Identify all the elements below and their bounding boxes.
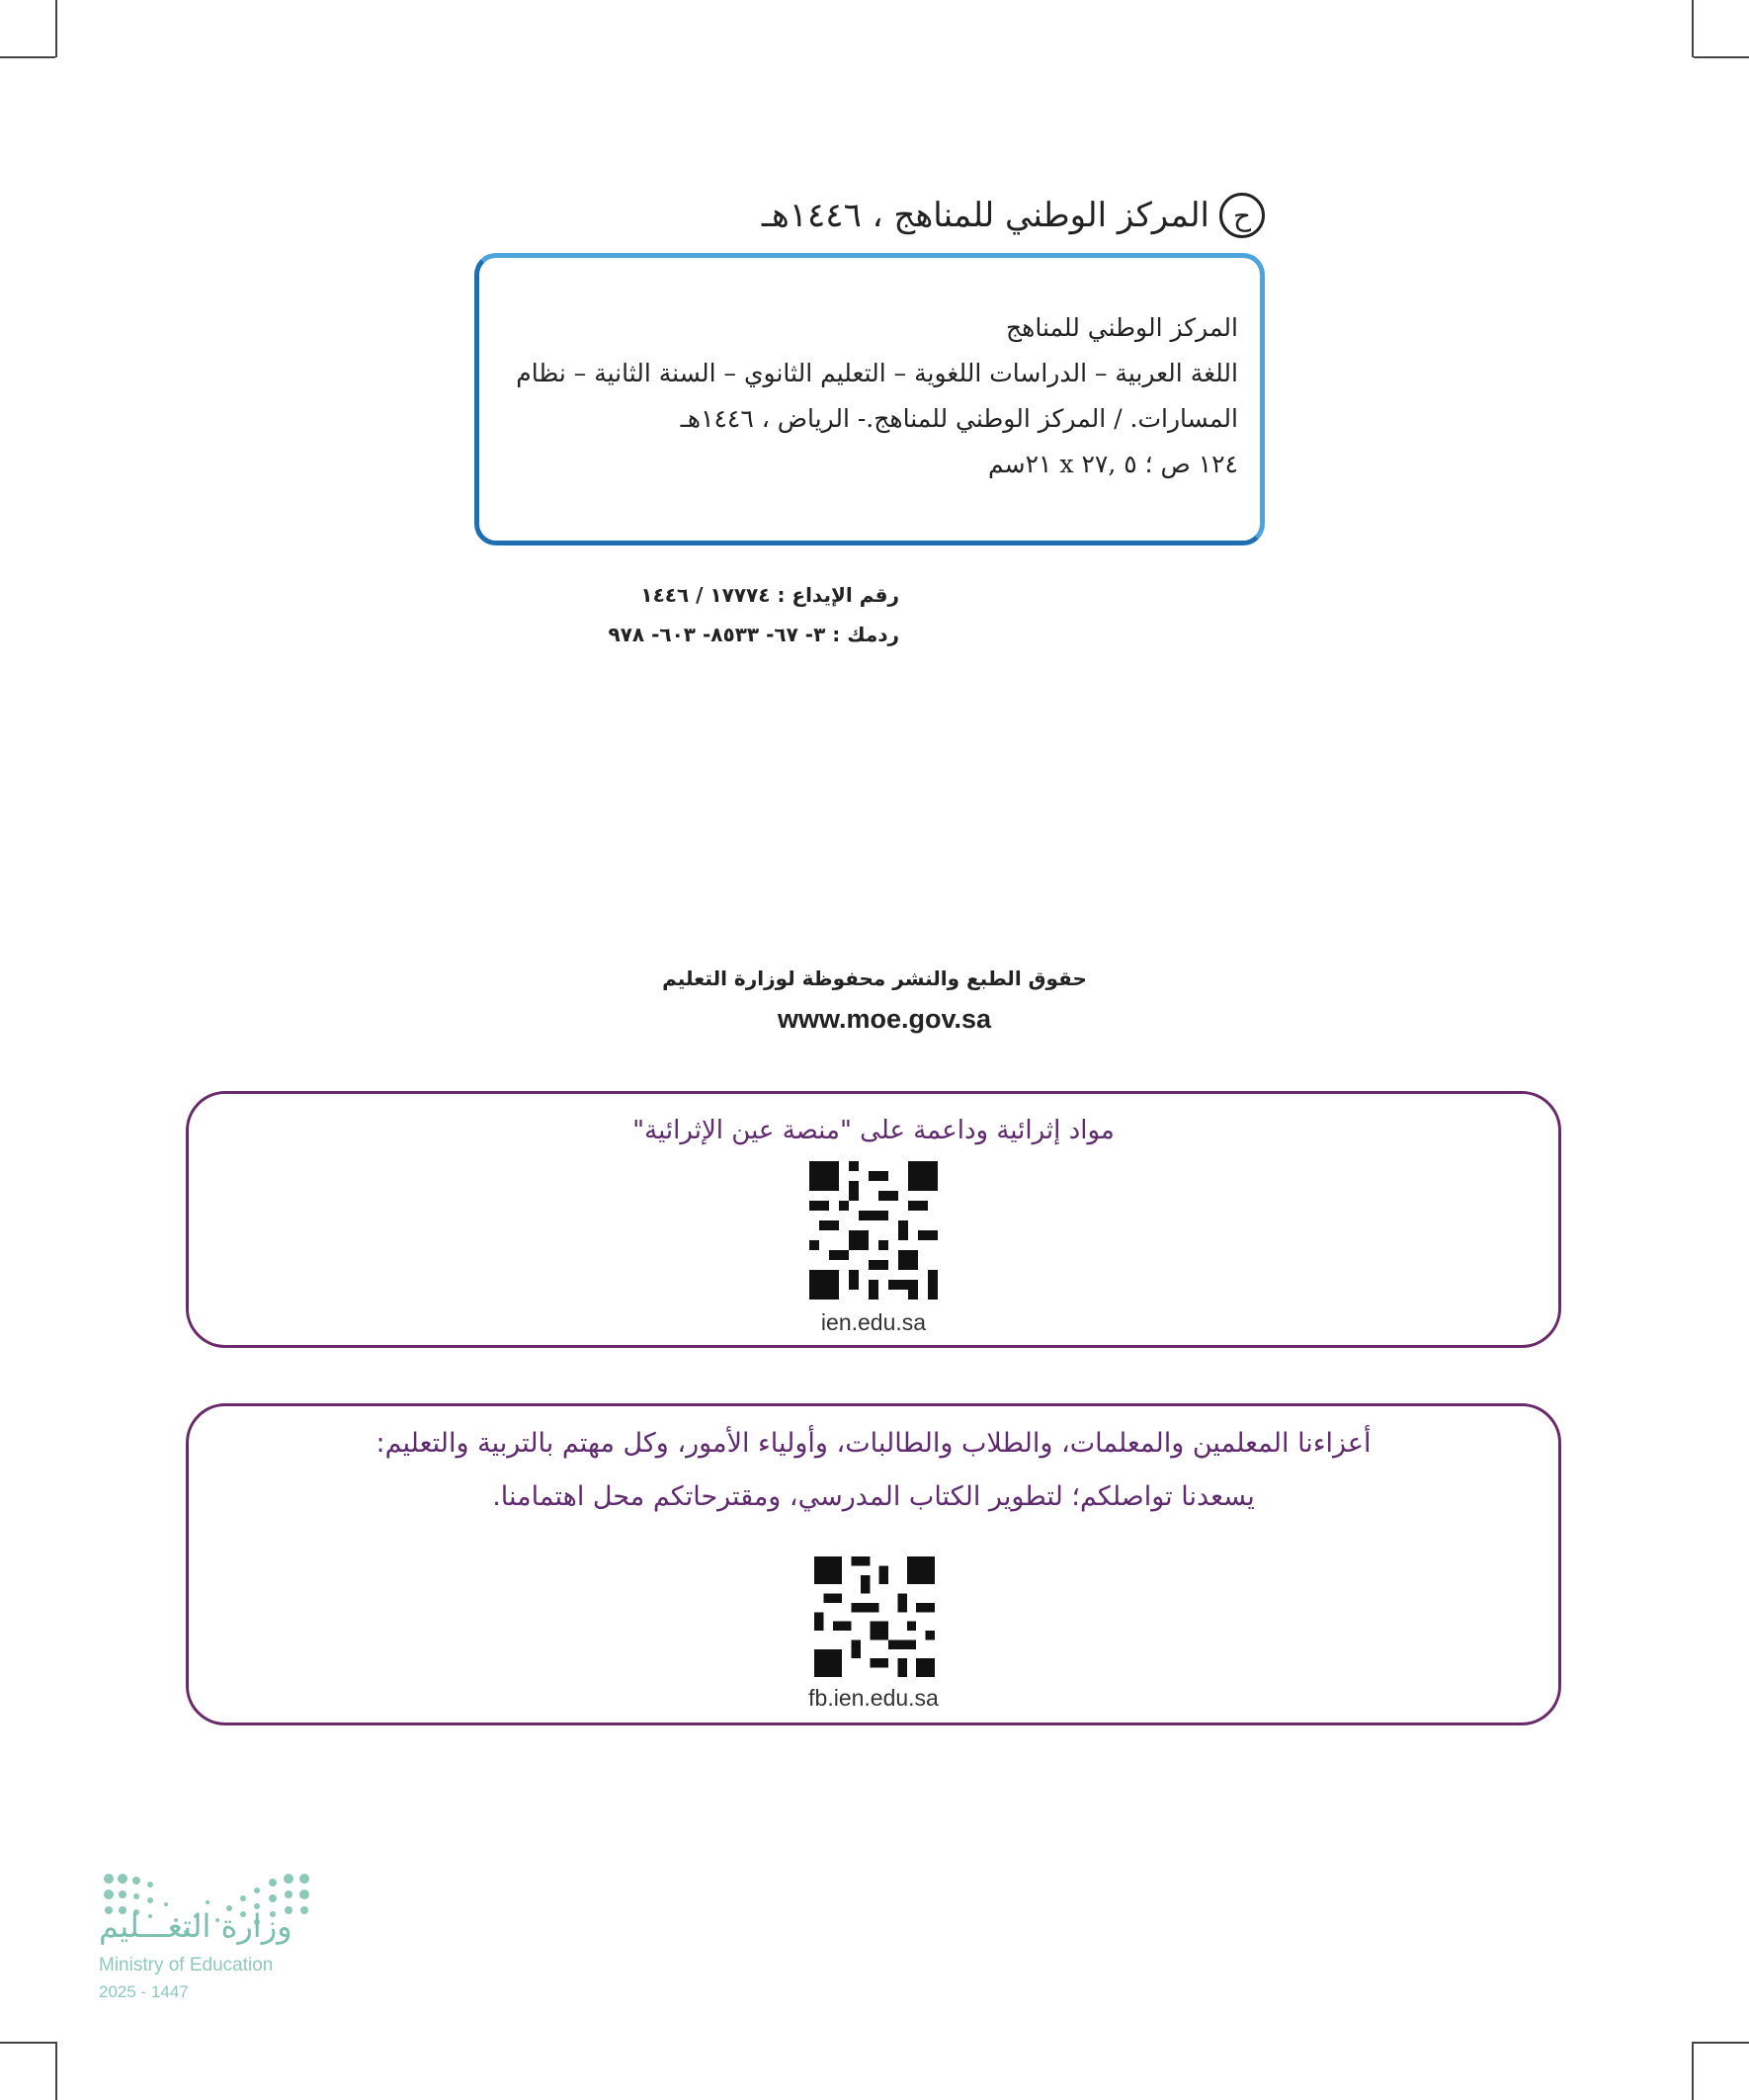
ministry-name-arabic: وزارة التعـــليم	[99, 1907, 292, 1945]
copyright-symbol-icon: ح	[1219, 193, 1265, 238]
crop-mark	[1692, 0, 1694, 57]
cataloging-line: اللغة العربية – الدراسات اللغوية – التعليم الثانوي – السنة الثانية – نظام	[516, 359, 1238, 387]
qr-code-icon[interactable]	[809, 1161, 938, 1300]
feedback-panel	[186, 1403, 1561, 1725]
ministry-name-english: Ministry of Education	[99, 1955, 274, 1975]
ien-panel-title: مواد إثرائية وداعمة على "منصة عين الإثرائية"	[632, 1116, 1115, 1145]
qr-code-icon[interactable]	[814, 1556, 935, 1677]
cataloging-box	[474, 253, 1265, 546]
rights-statement: حقوق الطبع والنشر محفوظة لوزارة التعليم	[662, 966, 1087, 990]
crop-mark	[1692, 2042, 1694, 2100]
cataloging-line: المركز الوطني للمناهج	[1006, 313, 1238, 342]
feedback-link[interactable]: fb.ien.edu.sa	[808, 1685, 939, 1711]
isbn: ردمك : ٣- ٦٧- ٨٥٣٣- ٦٠٣- ٩٧٨	[608, 623, 899, 646]
crop-mark	[0, 56, 55, 58]
feedback-message: يسعدنا تواصلكم؛ لتطوير الكتاب المدرسي، ومقترحاتكم محل اهتمامنا.	[492, 1481, 1255, 1512]
crop-mark	[55, 2042, 57, 2100]
copyright-header	[751, 188, 1265, 243]
ministry-year: 2025 - 1447	[99, 1982, 189, 2001]
deposit-number: رقم الإيداع : ١٧٧٧٤ / ١٤٤٦	[640, 583, 899, 607]
cataloging-line: المسارات. / المركز الوطني للمناهج.- الرياض ، ١٤٤٦هـ	[680, 404, 1238, 433]
crop-mark	[55, 0, 57, 57]
crop-mark	[1694, 2042, 1749, 2044]
ministry-website-link[interactable]: www.moe.gov.sa	[777, 1004, 992, 1034]
ien-platform-panel	[186, 1091, 1561, 1348]
crop-mark	[0, 2042, 55, 2044]
crop-mark	[1694, 56, 1749, 58]
deposit-info	[553, 575, 899, 654]
copyright-text: المركز الوطني للمناهج ، ١٤٤٦هـ	[761, 196, 1209, 235]
cataloging-text	[507, 305, 1238, 487]
ien-link[interactable]: ien.edu.sa	[820, 1309, 927, 1335]
feedback-greeting: أعزاءنا المعلمين والمعلمات، والطلاب والطالبات، وأولياء الأمور، وكل مهتم بالتربية والتعليم:	[375, 1428, 1372, 1459]
cataloging-line: ١٢٤ ص ؛ ٥ ,٢٧ x ٢١سم	[988, 450, 1238, 478]
